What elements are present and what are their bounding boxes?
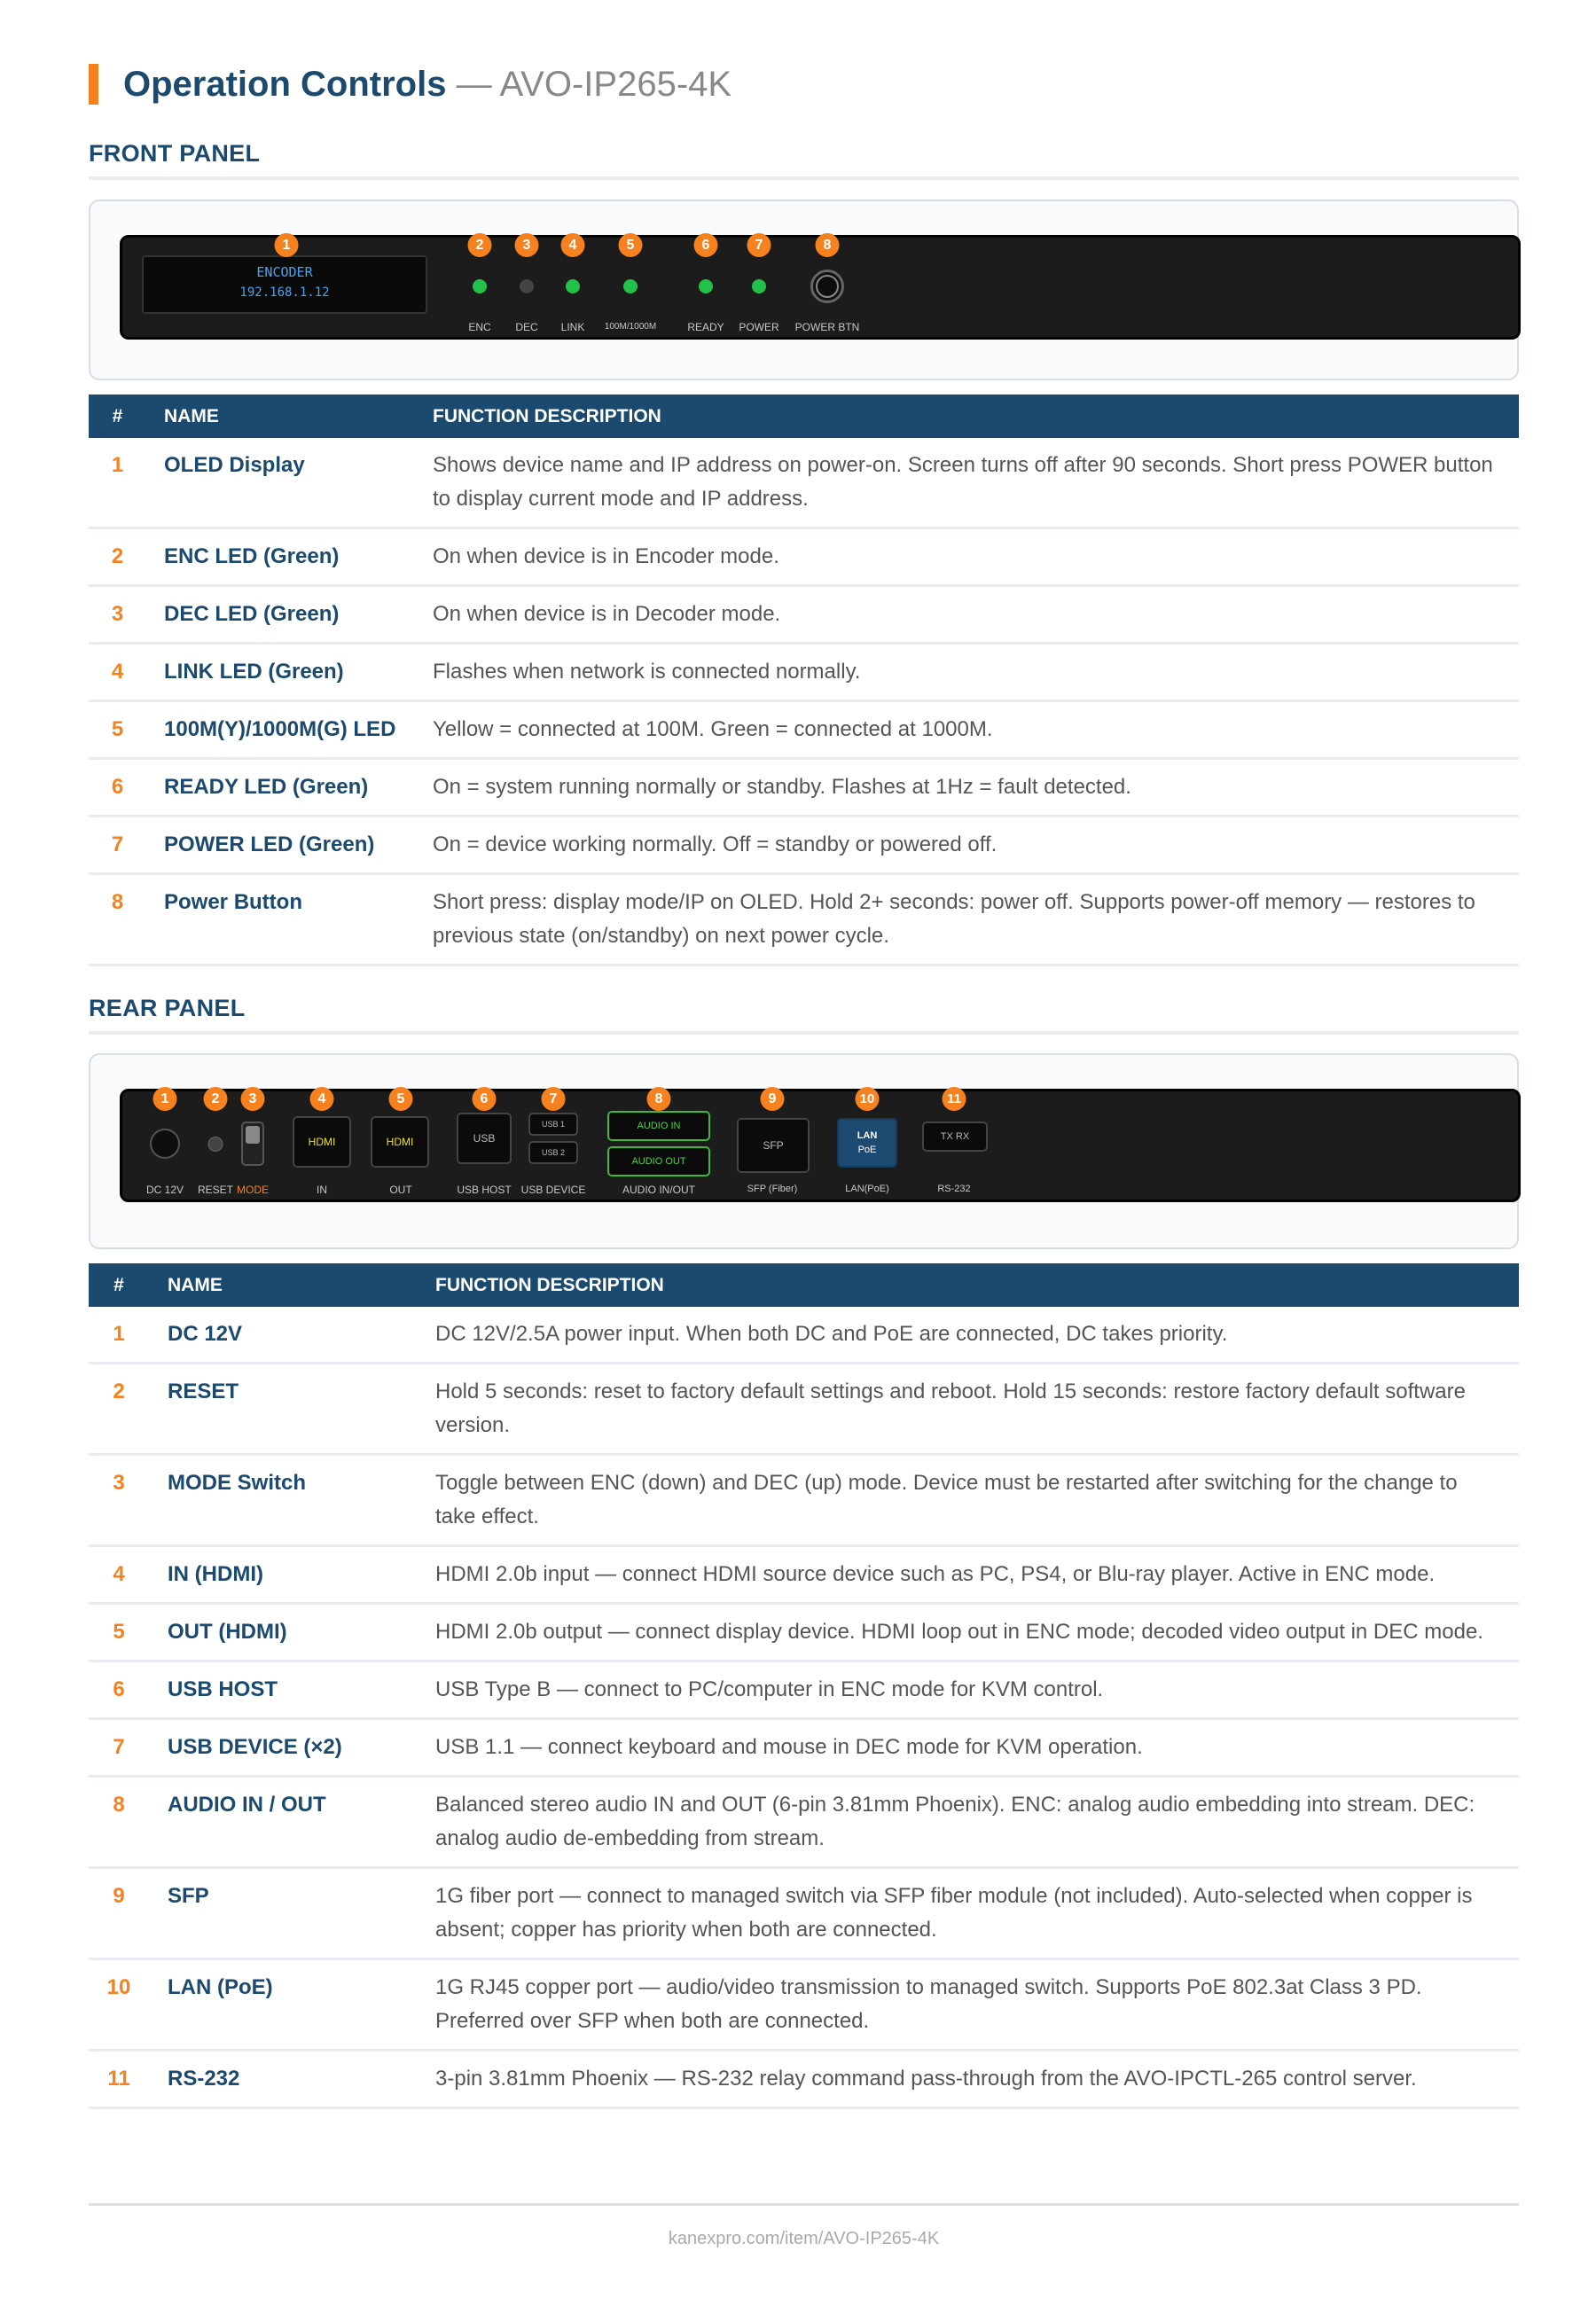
label-lan-poe: LAN(PoE)	[845, 1184, 889, 1194]
row-description: Yellow = connected at 100M. Green = connected at 1000M.	[433, 701, 1519, 759]
badge-front-2: 2	[468, 233, 492, 257]
row-number: 6	[89, 759, 146, 817]
row-description: 1G RJ45 copper port — audio/video transmission to managed switch. Supports PoE 802.3at Class 3 PD. Preferred over SFP when both are connected.	[435, 1959, 1519, 2051]
row-description: HDMI 2.0b output — connect display device. HDMI loop out in ENC mode; decoded video output in DEC mode.	[435, 1604, 1519, 1661]
hdmi-in-label: HDMI	[308, 1136, 336, 1148]
row-name: MODE Switch	[149, 1455, 435, 1546]
row-description: On = system running normally or standby. Flashes at 1Hz = fault detected.	[433, 759, 1519, 817]
col-name: NAME	[149, 1263, 435, 1307]
row-number: 2	[89, 528, 146, 586]
row-number: 10	[89, 1959, 149, 2051]
rs232-port	[922, 1122, 988, 1152]
table-header-row	[89, 1263, 1519, 1307]
table-row	[89, 817, 1519, 874]
table-row	[89, 586, 1519, 644]
rear-panel-heading: REAR PANEL	[89, 995, 1519, 1035]
row-name: LAN (PoE)	[149, 1959, 435, 2051]
ready-led-icon	[699, 279, 713, 293]
usb-device-port-1	[528, 1113, 578, 1136]
row-description: USB Type B — connect to PC/computer in ENC mode for KVM control.	[435, 1661, 1519, 1719]
col-description: FUNCTION DESCRIPTION	[435, 1263, 1519, 1307]
reset-button[interactable]	[208, 1137, 223, 1152]
table-row	[89, 1455, 1519, 1546]
audio-in-label: AUDIO IN	[637, 1121, 681, 1131]
row-name: DEC LED (Green)	[146, 586, 433, 644]
row-description: Balanced stereo audio IN and OUT (6-pin 3.81mm Phoenix). ENC: analog audio embedding into stream. DEC: analog audio de-embedding from stream.	[435, 1777, 1519, 1868]
col-name: NAME	[146, 395, 433, 438]
table-row	[89, 2051, 1519, 2108]
badge-front-7: 7	[747, 233, 771, 257]
label-mode: MODE	[237, 1184, 269, 1196]
rs232-port-label: TX RX	[940, 1131, 970, 1142]
row-number: 8	[89, 874, 146, 965]
enc-led-icon	[473, 279, 487, 293]
speed-led-icon	[623, 279, 638, 293]
table-row	[89, 1719, 1519, 1777]
table-row	[89, 1307, 1519, 1364]
row-name: OUT (HDMI)	[149, 1604, 435, 1661]
badge-front-1: 1	[275, 233, 299, 257]
label-usb-host: USB HOST	[457, 1184, 512, 1196]
row-description: USB 1.1 — connect keyboard and mouse in DEC mode for KVM operation.	[435, 1719, 1519, 1777]
power-led-icon	[752, 279, 766, 293]
row-name: SFP	[149, 1868, 435, 1959]
rear-panel-table	[89, 1263, 1519, 2109]
audio-out-port	[607, 1146, 710, 1176]
col-description: FUNCTION DESCRIPTION	[433, 395, 1519, 438]
label-reset: RESET	[197, 1184, 234, 1196]
audio-in-port	[607, 1111, 710, 1141]
accent-bar	[89, 64, 98, 105]
row-name: RESET	[149, 1364, 435, 1455]
badge-rear-7: 7	[542, 1087, 566, 1111]
row-name: AUDIO IN / OUT	[149, 1777, 435, 1868]
oled-display	[142, 255, 427, 314]
usb1-label: USB 1	[541, 1120, 565, 1129]
label-power-btn: POWER BTN	[794, 321, 860, 333]
title-text: Operation Controls	[123, 64, 447, 104]
poe-label: PoE	[857, 1145, 877, 1155]
dc-power-jack	[150, 1129, 180, 1159]
page-title	[123, 65, 732, 105]
sfp-port	[737, 1118, 810, 1173]
label-audio-in-out: AUDIO IN/OUT	[622, 1184, 696, 1196]
row-description: Short press: display mode/IP on OLED. Hold 2+ seconds: power off. Supports power-off memory — restores to previous state (on/standby) on next power cycle.	[433, 874, 1519, 965]
hdmi-out-label: HDMI	[386, 1136, 414, 1148]
table-row	[89, 644, 1519, 701]
row-number: 1	[89, 1307, 149, 1364]
row-description: HDMI 2.0b input — connect HDMI source device such as PC, PS4, or Blu-ray player. Active in ENC mode.	[435, 1546, 1519, 1604]
rear-panel-diagram	[89, 1053, 1519, 1249]
badge-rear-8: 8	[647, 1087, 671, 1111]
front-panel-diagram	[89, 199, 1519, 380]
row-number: 4	[89, 1546, 149, 1604]
row-number: 7	[89, 817, 146, 874]
row-number: 5	[89, 701, 146, 759]
row-number: 3	[89, 586, 146, 644]
row-description: DC 12V/2.5A power input. When both DC and PoE are connected, DC takes priority.	[435, 1307, 1519, 1364]
dec-led-icon	[520, 279, 534, 293]
table-header-row	[89, 395, 1519, 438]
badge-rear-11: 11	[943, 1087, 966, 1111]
table-row	[89, 701, 1519, 759]
row-number: 2	[89, 1364, 149, 1455]
row-name: IN (HDMI)	[149, 1546, 435, 1604]
table-row	[89, 1604, 1519, 1661]
table-row	[89, 874, 1519, 965]
row-description: 1G fiber port — connect to managed switch via SFP fiber module (not included). Auto-selected when copper is absent; copper has priority when both are connected.	[435, 1868, 1519, 1959]
label-in: IN	[317, 1184, 327, 1196]
label-speed: 100M/1000M	[604, 322, 657, 332]
row-name: DC 12V	[149, 1307, 435, 1364]
col-number: #	[89, 395, 146, 438]
audio-out-label: AUDIO OUT	[631, 1156, 686, 1167]
col-number: #	[89, 1263, 149, 1307]
row-description: 3-pin 3.81mm Phoenix — RS-232 relay command pass-through from the AVO-IPCTL-265 control server.	[435, 2051, 1519, 2108]
row-name: OLED Display	[146, 438, 433, 528]
row-name: RS-232	[149, 2051, 435, 2108]
row-description: Shows device name and IP address on power-on. Screen turns off after 90 seconds. Short press POWER button to display current mode and IP address.	[433, 438, 1519, 528]
badge-front-6: 6	[694, 233, 718, 257]
row-name: ENC LED (Green)	[146, 528, 433, 586]
row-name: USB DEVICE (×2)	[149, 1719, 435, 1777]
front-device-body	[120, 235, 1521, 340]
row-name: READY LED (Green)	[146, 759, 433, 817]
row-number: 5	[89, 1604, 149, 1661]
row-description: On when device is in Decoder mode.	[433, 586, 1519, 644]
table-row	[89, 1777, 1519, 1868]
row-description: Hold 5 seconds: reset to factory default settings and reboot. Hold 15 seconds: restore factory default software version.	[435, 1364, 1519, 1455]
table-row	[89, 1364, 1519, 1455]
link-led-icon	[566, 279, 580, 293]
badge-front-5: 5	[619, 233, 643, 257]
usb2-label: USB 2	[541, 1148, 565, 1157]
table-row	[89, 528, 1519, 586]
row-number: 7	[89, 1719, 149, 1777]
label-ready: READY	[687, 321, 724, 333]
table-row	[89, 1959, 1519, 2051]
row-number: 6	[89, 1661, 149, 1719]
oled-line-ip: 192.168.1.12	[239, 285, 330, 300]
table-row	[89, 1661, 1519, 1719]
hdmi-in-port	[293, 1116, 351, 1168]
row-number: 4	[89, 644, 146, 701]
badge-front-4: 4	[561, 233, 585, 257]
row-number: 8	[89, 1777, 149, 1868]
label-power: POWER	[739, 321, 779, 333]
row-number: 1	[89, 438, 146, 528]
row-name: 100M(Y)/1000M(G) LED	[146, 701, 433, 759]
model-subtitle: — AVO-IP265-4K	[446, 64, 732, 104]
row-number: 11	[89, 2051, 149, 2108]
lan-label: LAN	[857, 1130, 878, 1141]
row-description: Toggle between ENC (down) and DEC (up) mode. Device must be restarted after switching for the change to take effect.	[435, 1455, 1519, 1546]
rear-device-body	[120, 1089, 1521, 1202]
table-row	[89, 1868, 1519, 1959]
badge-rear-2: 2	[204, 1087, 228, 1111]
badge-rear-6: 6	[473, 1087, 497, 1111]
badge-rear-4: 4	[310, 1087, 334, 1111]
row-description: On when device is in Encoder mode.	[433, 528, 1519, 586]
hdmi-out-port	[371, 1116, 429, 1168]
footer-url[interactable]: kanexpro.com/item/AVO-IP265-4K	[668, 2229, 940, 2248]
footer-divider	[89, 2203, 1519, 2206]
usb-host-port	[457, 1113, 512, 1164]
page-header	[89, 64, 732, 105]
usb-device-port-2	[528, 1141, 578, 1164]
badge-rear-10: 10	[856, 1087, 880, 1111]
label-sfp: SFP (Fiber)	[747, 1184, 798, 1194]
front-panel-table	[89, 395, 1519, 966]
badge-rear-3: 3	[241, 1087, 265, 1111]
row-name: POWER LED (Green)	[146, 817, 433, 874]
sfp-label: SFP	[763, 1139, 784, 1152]
label-enc: ENC	[468, 321, 491, 333]
table-row	[89, 438, 1519, 528]
table-row	[89, 759, 1519, 817]
badge-rear-5: 5	[389, 1087, 413, 1111]
mode-switch[interactable]	[241, 1122, 264, 1166]
label-out: OUT	[389, 1184, 412, 1196]
label-dc12v: DC 12V	[145, 1184, 184, 1196]
row-name: Power Button	[146, 874, 433, 965]
badge-front-8: 8	[816, 233, 840, 257]
oled-line-mode: ENCODER	[256, 264, 313, 280]
row-number: 3	[89, 1455, 149, 1546]
badge-rear-1: 1	[153, 1087, 177, 1111]
badge-front-3: 3	[515, 233, 539, 257]
label-rs232: RS-232	[937, 1184, 971, 1194]
row-name: USB HOST	[149, 1661, 435, 1719]
row-number: 9	[89, 1868, 149, 1959]
power-button[interactable]	[810, 270, 844, 303]
usb-host-label: USB	[473, 1132, 496, 1145]
label-link: LINK	[560, 321, 585, 333]
lan-poe-port	[837, 1118, 897, 1168]
label-usb-device: USB DEVICE	[520, 1184, 586, 1196]
row-description: Flashes when network is connected normally.	[433, 644, 1519, 701]
table-row	[89, 1546, 1519, 1604]
row-name: LINK LED (Green)	[146, 644, 433, 701]
badge-rear-9: 9	[761, 1087, 785, 1111]
row-description: On = device working normally. Off = standby or powered off.	[433, 817, 1519, 874]
label-dec: DEC	[515, 321, 538, 333]
front-panel-heading: FRONT PANEL	[89, 140, 1519, 180]
